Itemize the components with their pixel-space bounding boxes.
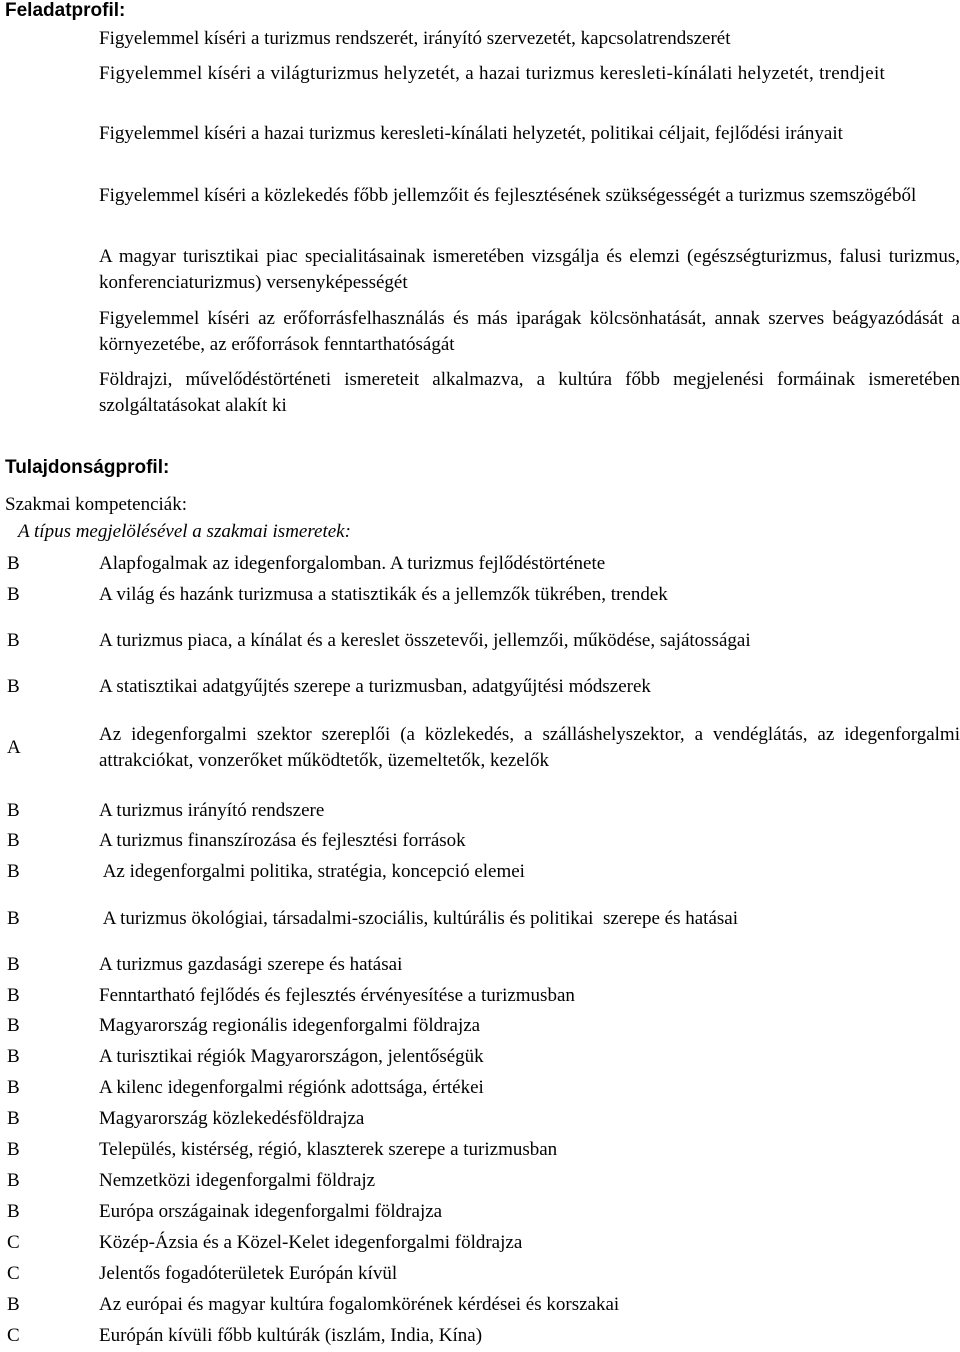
task-item-7: Földrajzi, művelődéstörténeti ismereteit alkalmazva, a kultúra főbb megjelenési formáinak ismeretében szolgáltatásokat alakít ki bbox=[99, 369, 960, 416]
task-item-1: Figyelemmel kíséri a turizmus rendszerét, irányító szervezetét, kapcsolatrendszerét bbox=[99, 28, 731, 49]
row-code: B bbox=[7, 1201, 20, 1222]
task-item-6: Figyelemmel kíséri az erőforrásfelhasználás és más iparágak kölcsönhatását, annak szerves beágyazódását a környezetébe, az erőforrások fenntarthatóságát bbox=[99, 308, 960, 355]
feladatprofil-heading: Feladatprofil: bbox=[5, 0, 126, 21]
type-intro: A típus megjelölésével a szakmai ismeretek: bbox=[18, 521, 351, 542]
row-code: B bbox=[7, 1046, 20, 1067]
row-code: B bbox=[7, 1294, 20, 1315]
row-code: B bbox=[7, 584, 20, 605]
row-code: B bbox=[7, 676, 20, 697]
row-code: B bbox=[7, 908, 20, 929]
row-text: Nemzetközi idegenforgalmi földrajz bbox=[99, 1170, 376, 1191]
row-code: B bbox=[7, 1015, 20, 1036]
row-code: A bbox=[7, 737, 21, 758]
row-code: B bbox=[7, 630, 20, 651]
row-text: Magyarország regionális idegenforgalmi földrajza bbox=[99, 1015, 481, 1036]
task-item-4: Figyelemmel kíséri a közlekedés főbb jellemzőit és fejlesztésének szükségességét a turizmus szemszögéből bbox=[99, 185, 917, 206]
row-code: B bbox=[7, 830, 20, 851]
row-text: Az európai és magyar kultúra fogalomkörének kérdései és korszakai bbox=[99, 1294, 620, 1315]
row-code: B bbox=[7, 861, 20, 882]
row-code: B bbox=[7, 1077, 20, 1098]
row-text: Fenntartható fejlődés és fejlesztés érvényesítése a turizmusban bbox=[99, 985, 575, 1006]
row-code: B bbox=[7, 1170, 20, 1191]
row-text: Európa országainak idegenforgalmi földrajza bbox=[99, 1201, 443, 1222]
row-text: Település, kistérség, régió, klaszterek szerepe a turizmusban bbox=[99, 1139, 558, 1160]
competencies-subheading: Szakmai kompetenciák: bbox=[5, 494, 188, 515]
row-code: B bbox=[7, 1108, 20, 1129]
row-code: C bbox=[7, 1263, 20, 1284]
row-text: Jelentős fogadóterületek Európán kívül bbox=[99, 1263, 398, 1284]
row-text: Az idegenforgalmi politika, stratégia, koncepció elemei bbox=[99, 861, 525, 882]
row-text: A turizmus ökológiai, társadalmi-szociális, kultúrális és politikai szerepe és hatásai bbox=[99, 908, 738, 929]
row-text: Az idegenforgalmi szektor szereplői (a közlekedés, a szálláshelyszektor, a vendéglátás, az idegenforgalmi attrakciókat, vonzerőket működtetők, üzemeltetők, kezelők bbox=[99, 724, 960, 771]
row-text: Alapfogalmak az idegenforgalomban. A turizmus fejlődéstörténete bbox=[99, 553, 606, 574]
tulajdonsagprofil-heading: Tulajdonságprofil: bbox=[5, 457, 170, 478]
row-text: A turizmus finanszírozása és fejlesztési források bbox=[99, 830, 466, 851]
row-code: B bbox=[7, 954, 20, 975]
row-code: C bbox=[7, 1325, 20, 1346]
row-text: A turizmus gazdasági szerepe és hatásai bbox=[99, 954, 403, 975]
task-item-3: Figyelemmel kíséri a hazai turizmus keresleti-kínálati helyzetét, politikai céljait, fejlődési irányait bbox=[99, 123, 843, 144]
row-text: Európán kívüli főbb kultúrák (iszlám, India, Kína) bbox=[99, 1325, 483, 1346]
row-code: B bbox=[7, 800, 20, 821]
task-item-5: A magyar turisztikai piac specialitásainak ismeretében vizsgálja és elemzi (egészségturizmus, falusi turizmus, konferenciaturizmus) versenyképességét bbox=[99, 246, 960, 293]
row-text: A turisztikai régiók Magyarországon, jelentőségük bbox=[99, 1046, 484, 1067]
row-code: B bbox=[7, 985, 20, 1006]
row-code: B bbox=[7, 1139, 20, 1160]
task-item-2: Figyelemmel kíséri a világturizmus helyzetét, a hazai turizmus keresleti-kínálati helyzetét, trendjeit bbox=[99, 63, 886, 84]
row-text: Magyarország közlekedésföldrajza bbox=[99, 1108, 365, 1129]
row-code: B bbox=[7, 553, 20, 574]
row-text: A kilenc idegenforgalmi régiónk adottsága, értékei bbox=[99, 1077, 484, 1098]
row-text: A statisztikai adatgyűjtés szerepe a turizmusban, adatgyűjtési módszerek bbox=[99, 676, 651, 697]
row-text: A turizmus irányító rendszere bbox=[99, 800, 325, 821]
row-text: A turizmus piaca, a kínálat és a kereslet összetevői, jellemzői, működése, sajátosságai bbox=[99, 630, 751, 651]
row-code: C bbox=[7, 1232, 20, 1253]
row-text: Közép-Ázsia és a Közel-Kelet idegenforgalmi földrajza bbox=[99, 1232, 523, 1253]
row-text: A világ és hazánk turizmusa a statisztikák és a jellemzők tükrében, trendek bbox=[99, 584, 668, 605]
